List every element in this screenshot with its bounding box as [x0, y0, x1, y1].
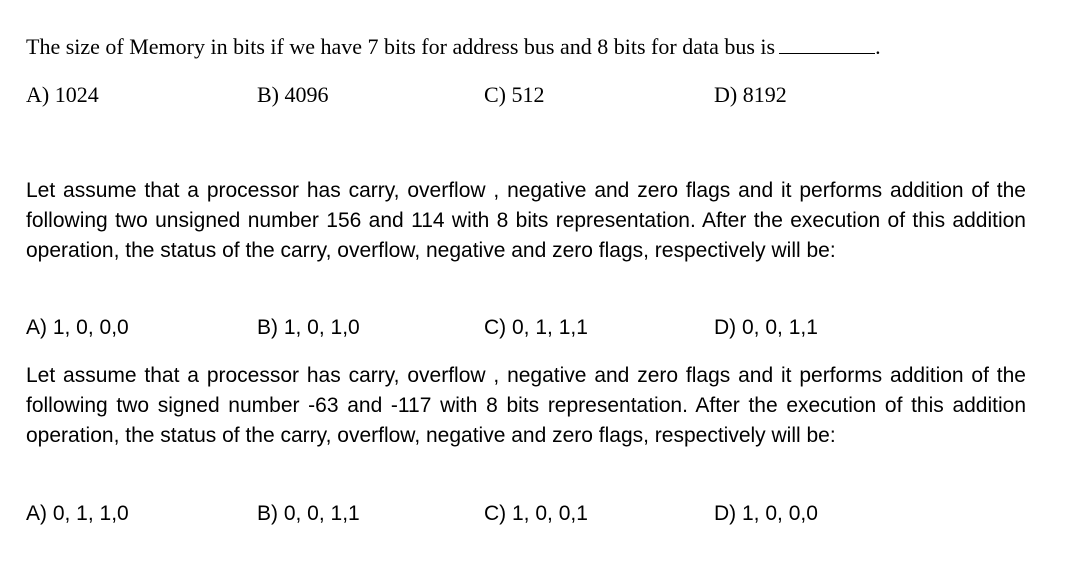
- q1-option-a[interactable]: A) 1024: [26, 82, 99, 107]
- question-1: [26, 33, 881, 61]
- q3-option-d[interactable]: D) 1, 0, 0,0: [714, 502, 818, 525]
- question-1-options: [26, 82, 1026, 110]
- q2-option-a[interactable]: A) 1, 0, 0,0: [26, 316, 129, 339]
- q2-option-c[interactable]: C) 0, 1, 1,1: [484, 316, 588, 339]
- question-3-text: Let assume that a processor has carry, overflow , negative and zero flags and it performs addition of the following two signed number -63 and -117 with 8 bits representation. After the execution of this addition operation, the status of the carry, overflow, negative and zero flags, respectively will be:: [26, 364, 1026, 447]
- question-1-text: The size of Memory in bits if we have 7 bits for address bus and 8 bits for data bus is: [26, 34, 776, 59]
- question-2-text: Let assume that a processor has carry, overflow , negative and zero flags and it performs addition of the following two unsigned number 156 and 114 with 8 bits representation. After the execution of this addition operation, the status of the carry, overflow, negative and zero flags, respectively will be:: [26, 179, 1026, 262]
- answer-blank: [779, 35, 875, 54]
- q3-option-a[interactable]: A) 0, 1, 1,0: [26, 502, 129, 525]
- q2-option-d[interactable]: D) 0, 0, 1,1: [714, 316, 818, 339]
- question-3-options: [26, 502, 1026, 530]
- q3-option-c[interactable]: C) 1, 0, 0,1: [484, 502, 588, 525]
- q3-option-b[interactable]: B) 0, 0, 1,1: [257, 502, 360, 525]
- q1-option-c[interactable]: C) 512: [484, 82, 545, 107]
- q2-option-b[interactable]: B) 1, 0, 1,0: [257, 316, 360, 339]
- question-1-suffix: .: [875, 34, 881, 59]
- q1-option-d[interactable]: D) 8192: [714, 82, 787, 107]
- q1-option-b[interactable]: B) 4096: [257, 82, 329, 107]
- question-2-options: [26, 316, 1026, 344]
